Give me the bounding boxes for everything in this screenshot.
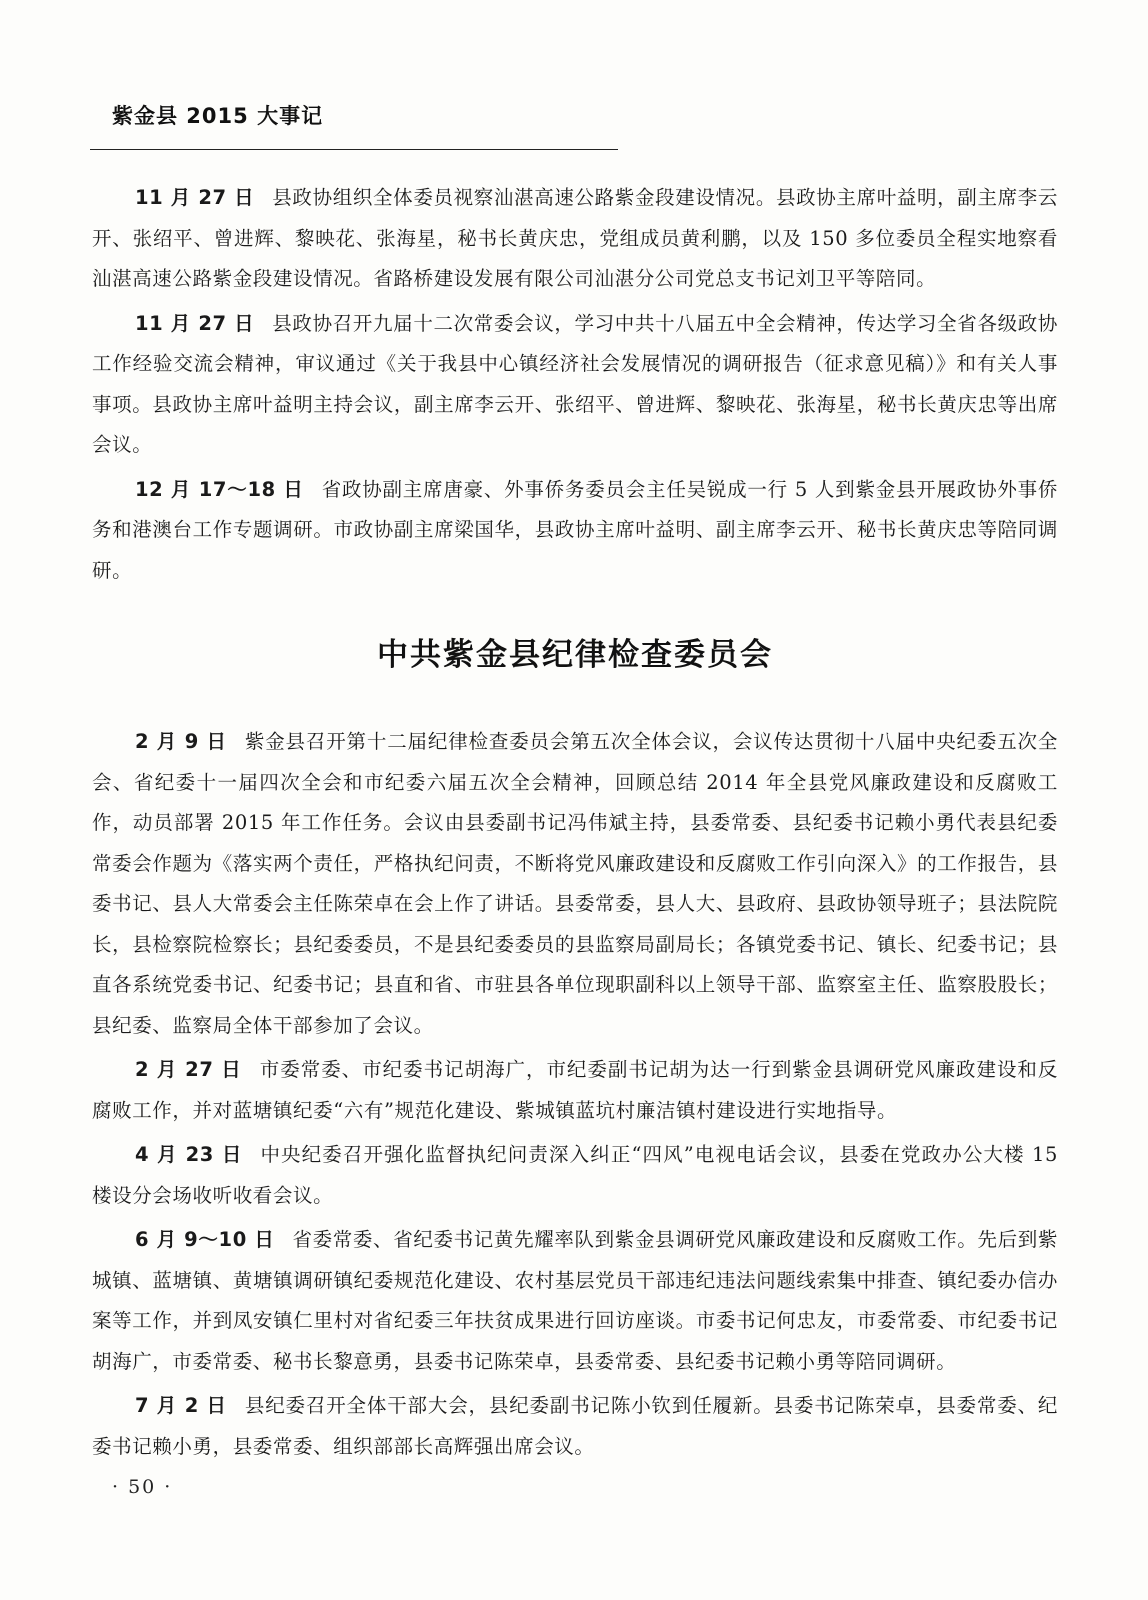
entry-date: 6 月 9～10 日 — [135, 1228, 275, 1251]
entry-paragraph — [92, 1135, 1058, 1216]
entry-date: 2 月 27 日 — [135, 1058, 242, 1081]
entry-date: 11 月 27 日 — [135, 186, 255, 209]
page-content — [92, 178, 1058, 1471]
entry-date: 7 月 2 日 — [135, 1394, 227, 1417]
entry-text: 中央纪委召开强化监督执纪问责深入纠正“四风”电视电话会议，县委在党政办公大楼 15 楼设分会场收听收看会议。 — [92, 1143, 1058, 1207]
entry-date: 4 月 23 日 — [135, 1143, 243, 1166]
entry-text: 省政协副主席唐豪、外事侨务委员会主任吴锐成一行 5 人到紫金县开展政协外事侨务和港澳台工作专题调研。市政协副主席梁国华，县政协主席叶益明、副主席李云开、秘书长黄庆忠等陪同调研。 — [92, 477, 1058, 582]
entry-text: 省委常委、省纪委书记黄先耀率队到紫金县调研党风廉政建设和反腐败工作。先后到紫城镇、蓝塘镇、黄塘镇调研镇纪委规范化建设、农村基层党员干部违纪违法问题线索集中排查、镇纪委办信办案等工作，并到凤安镇仁里村对省纪委三年扶贫成果进行回访座谈。市委书记何忠友，市委常委、市纪委书记胡海广，市委常委、秘书长黎意勇，县委书记陈荣卓，县委常委、县纪委书记赖小勇等陪同调研。 — [92, 1228, 1058, 1373]
entry-paragraph — [92, 1386, 1058, 1467]
entry-text: 市委常委、市纪委书记胡海广，市纪委副书记胡为达一行到紫金县调研党风廉政建设和反腐败工作，并对蓝塘镇纪委“六有”规范化建设、紫城镇蓝坑村廉洁镇村建设进行实地指导。 — [92, 1058, 1058, 1122]
page-number: · 50 · — [112, 1476, 173, 1498]
entry-paragraph — [92, 470, 1058, 592]
entry-paragraph — [92, 1050, 1058, 1131]
header-rule — [90, 149, 618, 150]
entry-paragraph — [92, 178, 1058, 300]
section-title: 中共紫金县纪律检查委员会 — [377, 637, 773, 673]
entry-text: 县纪委召开全体干部大会，县纪委副书记陈小钦到任履新。县委书记陈荣卓，县委常委、纪委书记赖小勇，县委常委、组织部部长高辉强出席会议。 — [92, 1394, 1058, 1458]
entry-paragraph — [92, 1220, 1058, 1382]
entry-paragraph — [92, 304, 1058, 466]
entry-text: 紫金县召开第十二届纪律检查委员会第五次全体会议，会议传达贯彻十八届中央纪委五次全会、省纪委十一届四次全会和市纪委六届五次全会精神，回顾总结 2014 年全县党风廉政建设和反腐败工作，动员部署 2015 年工作任务。会议由县委副书记冯伟斌主持，县委常委、县纪委书记赖小勇代表县纪委常委会作题为《落实两个责任，严格执纪问责，不断将党风廉政建设和反腐败工作引向深入》的工作报告，县委书记、县人大常委会主任陈荣卓在会上作了讲话。县委常委，县人大、县政府、县政协领导班子；县法院院长，县检察院检察长；县纪委委员，不是县纪委委员的县监察局副局长；各镇党委书记、镇长、纪委书记；县直各系统党委书记、纪委书记；县直和省、市驻县各单位现职副科以上领导干部、监察室主任、监察股股长；县纪委、监察局全体干部参加了会议。 — [92, 730, 1058, 1037]
entry-text: 县政协组织全体委员视察汕湛高速公路紫金段建设情况。县政协主席叶益明，副主席李云开、张绍平、曾进辉、黎映花、张海星，秘书长黄庆忠，党组成员黄利鹏，以及 150 多位委员全程实地察看汕湛高速公路紫金段建设情况。省路桥建设发展有限公司汕湛分公司党总支书记刘卫平等陪同。 — [92, 186, 1058, 290]
entry-date: 11 月 27 日 — [135, 311, 255, 335]
entry-date: 2 月 9 日 — [135, 730, 227, 753]
entry-paragraph — [92, 722, 1058, 1046]
entry-text: 县政协召开九届十二次常委会议，学习中共十八届五中全会精神，传达学习全省各级政协工作经验交流会精神，审议通过《关于我县中心镇经济社会发展情况的调研报告（征求意见稿）》和有关人事事项。县政协主席叶益明主持会议，副主席李云开、张绍平、曾进辉、黎映花、张海星，秘书长黄庆忠等出席会议。 — [92, 311, 1058, 456]
entry-date: 12 月 17～18 日 — [135, 477, 304, 501]
running-header: 紫金县 2015 大事记 — [112, 104, 324, 128]
